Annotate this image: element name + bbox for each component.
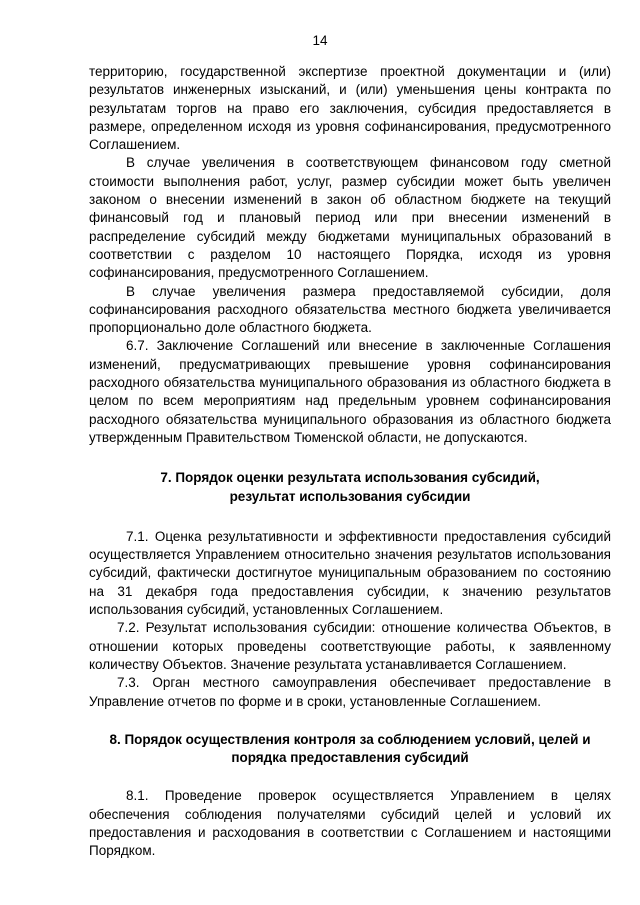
section-7-heading-line2: результат использования субсидии	[229, 488, 471, 504]
paragraph-6-7: 6.7. Заключение Соглашений или внесение в заключенные Соглашения изменений, предусматривающих превышение уровня софинансирования расходного обязательства муниципального образования из областного бюджета в целом по всем мероприятиям над предельным уровнем софинансирования расходного обязательства муниципального образования из областного бюджета утвержденным Правительством Тюменской области, не допускаются.	[89, 338, 611, 445]
paragraph-continuation: территорию, государственной экспертизе проектной документации и (или) результатов инженерных изысканий, и (или) уменьшения цены контракта по результатам торгов на право его заключения, субсидия предоставляется в размере, определенном исходя из уровня софинансирования, предусмотренного Соглашением.	[89, 64, 611, 153]
document-body	[89, 63, 611, 861]
paragraph-7-2: 7.2. Результат использования субсидии: отношение количества Объектов, в отношении которых проведены соответствующие работы, к заявленному количеству Объектов. Значение результата устанавливается Соглашением.	[89, 620, 611, 672]
section-8-heading-line2: порядка предоставления субсидий	[231, 750, 469, 766]
paragraph-8-1: 8.1. Проведение проверок осуществляется Управлением в целях обеспечения соблюдения получателями субсидий целей и условий их предоставления и расходования в соответствии с Соглашением и настоящими Порядком.	[89, 788, 611, 859]
paragraph-7-3: 7.3. Орган местного самоуправления обеспечивает предоставление в Управление отчетов по форме и в сроки, установленные Соглашением.	[89, 675, 611, 709]
paragraph-cost-increase: В случае увеличения в соответствующем финансовом году сметной стоимости выполнения работ, услуг, размер субсидии может быть увеличен законом о внесении изменений в закон об областном бюджете на текущий финансовый год и плановый период или при внесении изменений в распределение субсидий между бюджетами муниципальных образований в соответствии с разделом 10 настоящего Порядка, исходя из уровня софинансирования, предусмотренного Соглашением.	[89, 155, 611, 281]
paragraph-7-1: 7.1. Оценка результативности и эффективности предоставления субсидий осуществляется Управлением относительно значения результатов использования субсидий, фактически достигнутое муниципальным образованием по состоянию на 31 декабря года предоставления субсидии, к значению результатов использования субсидий, установленных Соглашением.	[89, 528, 611, 618]
section-8-heading-line1: 8. Порядок осуществления контроля за соблюдением условий, целей и	[109, 731, 591, 747]
section-7-heading-line1: 7. Порядок оценки результата использования субсидий,	[160, 470, 540, 486]
paragraph-subsidy-increase: В случае увеличения размера предоставляемой субсидии, доля софинансирования расходного обязательства местного бюджета увеличивается пропорционально доле областного бюджета.	[89, 283, 611, 336]
page-number: 14	[312, 33, 328, 48]
section-8-heading	[89, 731, 611, 768]
section-7-heading	[89, 469, 611, 506]
